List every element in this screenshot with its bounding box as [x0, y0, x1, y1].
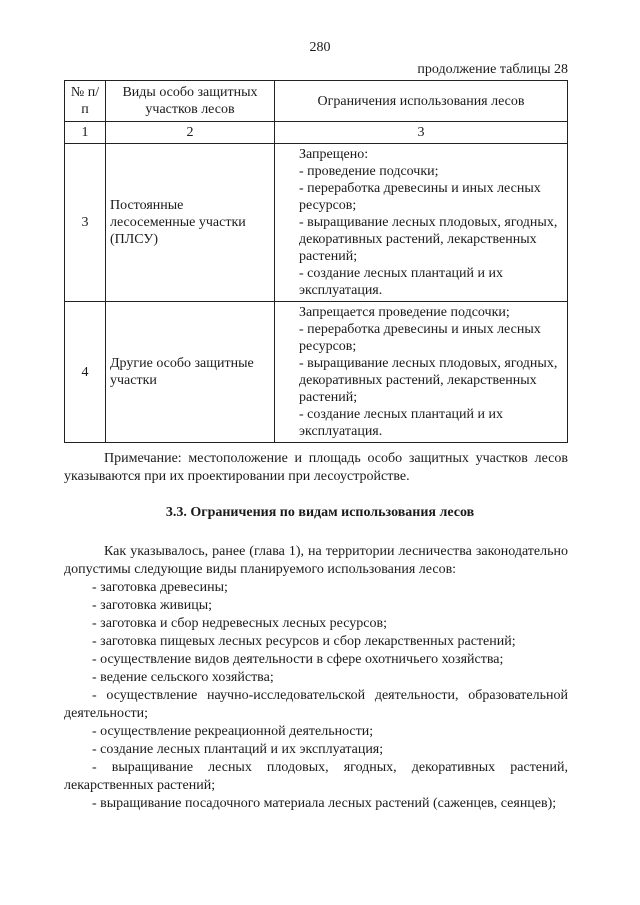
restriction-line: - переработка древесины и иных лесных ресурсов; — [299, 322, 541, 354]
restriction-line: - выращивание лесных плодовых, ягодных, декоративных растений, лекарственных растений; — [299, 215, 558, 264]
restriction-line: Запрещается проведение подсочки; — [299, 305, 510, 320]
page-number: 280 — [309, 40, 331, 55]
header-restrictions: Ограничения использования лесов — [275, 81, 568, 122]
row-type: Постоянные лесосеменные участки (ПЛСУ) — [106, 144, 275, 302]
index-cell: 2 — [106, 122, 275, 144]
section-heading: 3.3. Ограничения по видам использования лесов — [165, 505, 475, 520]
index-cell: 1 — [65, 122, 106, 144]
table-row — [65, 302, 568, 443]
list-item: - заготовка живицы; — [92, 598, 213, 613]
restriction-line: - переработка древесины и иных лесных ресурсов; — [299, 181, 541, 213]
restriction-line: - создание лесных плантаций и их эксплуатация. — [299, 266, 503, 298]
row-num: 4 — [65, 302, 106, 443]
list-item: - заготовка пищевых лесных ресурсов и сбор лекарственных растений; — [92, 634, 516, 649]
list-item: - заготовка и сбор недревесных лесных ресурсов; — [92, 616, 387, 631]
table-continuation-label: продолжение таблицы 28 — [417, 62, 568, 77]
restriction-line: Запрещено: — [299, 147, 369, 162]
note-text: Примечание: местоположение и площадь особо защитных участков лесов указываются при их проектировании при лесоустройстве. — [64, 451, 568, 484]
list-item: - осуществление рекреационной деятельности; — [92, 724, 374, 739]
row-type: Другие особо защитные участки — [106, 302, 275, 443]
list-item: - создание лесных плантаций и их эксплуатация; — [92, 742, 384, 757]
header-num: № п/п — [65, 81, 106, 122]
list-item: - осуществление научно-исследовательской деятельности, образовательной деятельности; — [64, 688, 568, 721]
row-restrictions — [275, 144, 568, 302]
section-body — [64, 543, 568, 813]
table-index-row — [65, 122, 568, 144]
table-row — [65, 144, 568, 302]
index-cell: 3 — [275, 122, 568, 144]
row-restrictions — [275, 302, 568, 443]
restriction-line: - выращивание лесных плодовых, ягодных, декоративных растений, лекарственных растений; — [299, 356, 558, 405]
restrictions-table — [64, 80, 568, 443]
list-item: - выращивание посадочного материала лесных растений (саженцев, сеянцев); — [92, 796, 557, 811]
list-item: - выращивание лесных плодовых, ягодных, декоративных растений, лекарственных растений; — [64, 760, 568, 793]
table-header-row — [65, 81, 568, 122]
restriction-line: - создание лесных плантаций и их эксплуатация. — [299, 407, 503, 439]
intro-paragraph: Как указывалось, ранее (глава 1), на территории лесничества законодательно допустимы следующие виды планируемого использования лесов: — [64, 544, 568, 577]
restriction-line: - проведение подсочки; — [299, 164, 439, 179]
list-item: - заготовка древесины; — [92, 580, 228, 595]
header-type: Виды особо защитных участков лесов — [106, 81, 275, 122]
table-note — [64, 450, 568, 486]
list-item: - ведение сельского хозяйства; — [92, 670, 274, 685]
row-num: 3 — [65, 144, 106, 302]
list-item: - осуществление видов деятельности в сфере охотничьего хозяйства; — [92, 652, 504, 667]
